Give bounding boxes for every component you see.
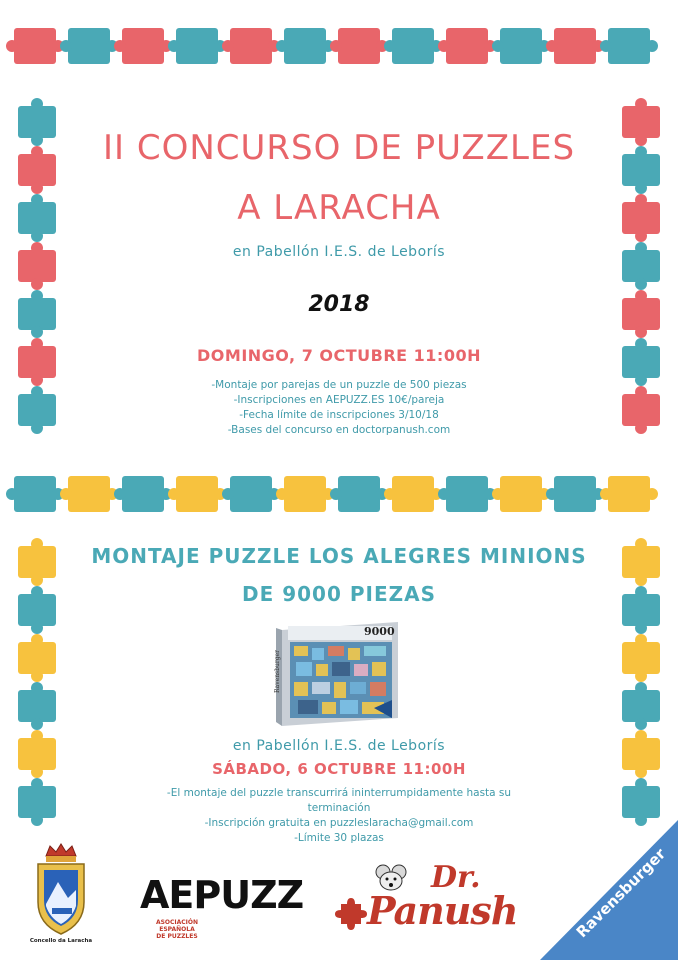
puzzle-piece xyxy=(18,642,56,674)
aepuzz-caption xyxy=(141,919,213,940)
aepuzz-caption-line2: DE PUZZLES xyxy=(156,933,198,940)
puzzle-piece xyxy=(554,28,596,64)
info-line: -El montaje del puzzle transcurrirá ininterrumpidamente hasta su xyxy=(166,787,512,799)
puzzle-piece xyxy=(500,476,542,512)
puzzle-piece xyxy=(500,28,542,64)
info-line: -Límite 30 plazas xyxy=(294,832,384,844)
aepuzz-logo xyxy=(140,873,315,943)
info-list-1 xyxy=(0,378,678,438)
box-piece-count: 9000 xyxy=(364,625,395,638)
info-line: -Fecha límite de inscripciones 3/10/18 xyxy=(239,409,439,421)
event2-title-line2: DE 9000 PIEZAS xyxy=(242,582,436,606)
event-title-line2: A LARACHA xyxy=(237,188,441,228)
info-line: -Bases del concurso en doctorpanush.com xyxy=(227,424,451,436)
puzzle-piece xyxy=(392,476,434,512)
puzzle-piece-icon xyxy=(333,896,369,932)
info-line: terminación xyxy=(307,802,371,814)
ravensburger-text: Ravensburger xyxy=(572,844,670,942)
aepuzz-name: AEPUZZ xyxy=(140,873,304,917)
panush-text: Panush xyxy=(367,888,518,933)
puzzle-piece xyxy=(14,28,56,64)
puzzle-piece xyxy=(446,28,488,64)
date-text-2: SÁBADO, 6 OCTUBRE 11:00H xyxy=(212,760,466,778)
puzzle-piece xyxy=(622,642,660,674)
puzzle-piece xyxy=(284,28,326,64)
puzzle-piece xyxy=(176,476,218,512)
puzzle-piece xyxy=(284,476,326,512)
puzzle-box-image xyxy=(273,622,402,726)
event2-title-line1: MONTAJE PUZZLE LOS ALEGRES MINIONS xyxy=(91,544,587,568)
puzzle-piece xyxy=(338,476,380,512)
puzzle-piece xyxy=(176,28,218,64)
puzzle-piece xyxy=(68,476,110,512)
info-line: -Inscripciones en AEPUZZ.ES 10€/pareja xyxy=(233,394,445,406)
date-text-1: DOMINGO, 7 OCTUBRE 11:00H xyxy=(197,346,481,365)
puzzle-piece xyxy=(18,690,56,722)
puzzle-piece xyxy=(230,476,272,512)
info-line: -Inscripción gratuita en puzzleslaracha@gmail.com xyxy=(204,817,474,829)
puzzle-piece xyxy=(338,28,380,64)
puzzle-piece xyxy=(68,28,110,64)
ravensburger-corner-badge xyxy=(540,820,678,960)
puzzle-piece xyxy=(446,476,488,512)
venue-text-2: en Pabellón I.E.S. de Leborís xyxy=(232,738,446,754)
dr-panush-logo xyxy=(333,860,533,940)
event-year: 2018 xyxy=(308,292,370,317)
event-title-line1: II CONCURSO DE PUZZLES xyxy=(102,128,576,168)
puzzle-piece xyxy=(608,476,650,512)
puzzle-piece xyxy=(608,28,650,64)
box-brand-text: Ravensburger xyxy=(273,650,281,693)
puzzle-piece xyxy=(622,690,660,722)
puzzle-piece xyxy=(554,476,596,512)
laracha-caption: Concello da Laracha xyxy=(29,938,93,944)
puzzle-piece xyxy=(230,28,272,64)
puzzle-piece xyxy=(122,476,164,512)
puzzle-piece xyxy=(14,476,56,512)
puzzle-piece xyxy=(392,28,434,64)
aepuzz-caption-line1: ASOCIACIÓN ESPAÑOLA xyxy=(155,919,199,933)
puzzle-piece xyxy=(122,28,164,64)
laracha-coat-of-arms-logo xyxy=(29,842,93,950)
dr-text: Dr. xyxy=(431,860,481,895)
venue-text-1: en Pabellón I.E.S. de Leborís xyxy=(232,244,446,260)
info-line: -Montaje por parejas de un puzzle de 500 piezas xyxy=(211,379,467,391)
